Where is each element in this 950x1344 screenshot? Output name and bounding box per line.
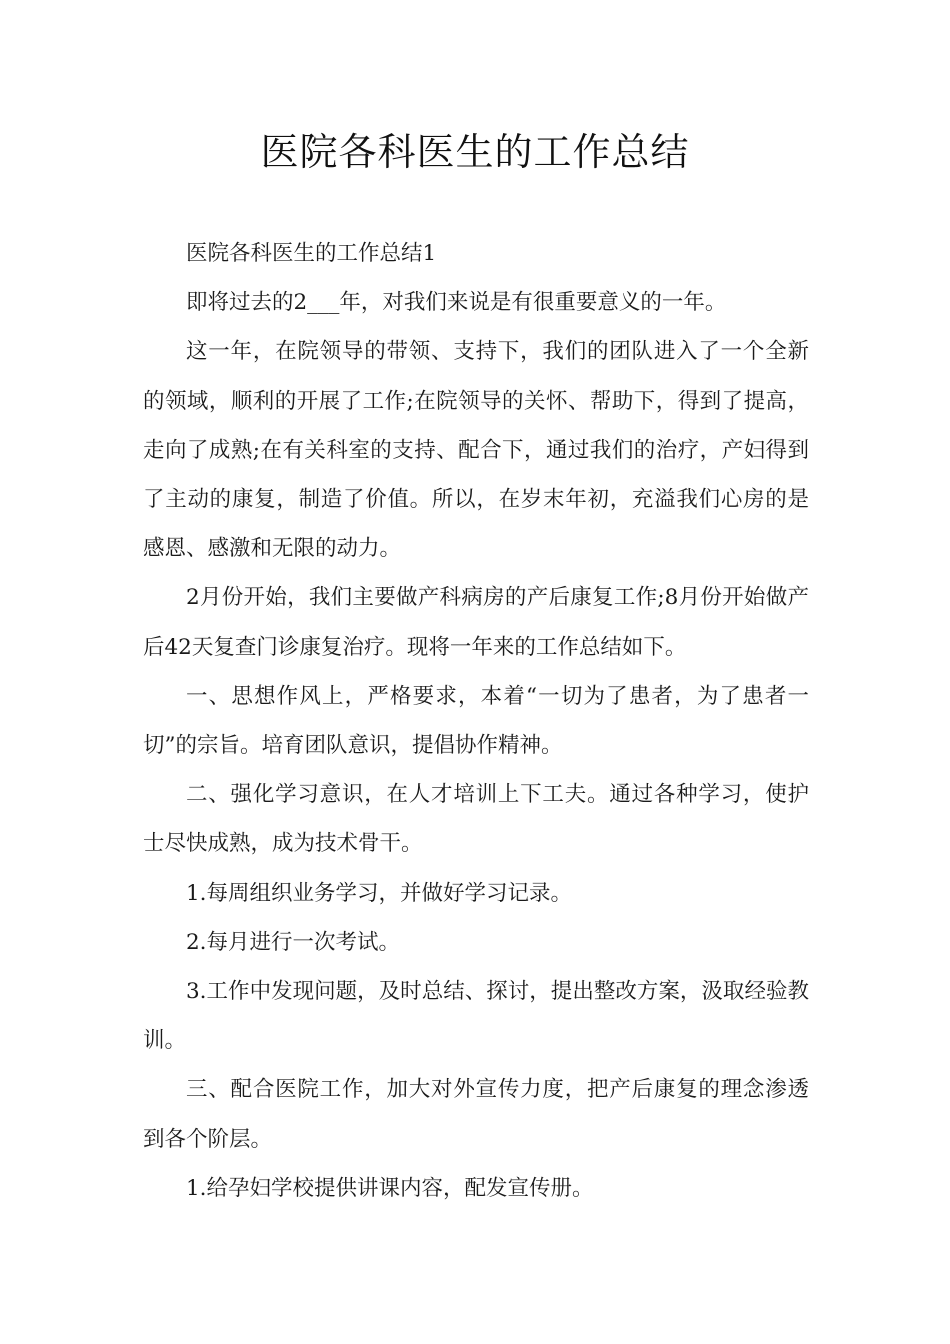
paragraph-point-1: 一、思想作风上，严格要求，本着“一切为了患者，为了患者一切”的宗旨。培育团队意识，提倡协作精神。 xyxy=(143,683,809,759)
document-body xyxy=(143,229,809,1213)
document-title: 医院各科医生的工作总结 xyxy=(260,130,690,174)
paragraph-intro: 即将过去的2___年，对我们来说是有很重要意义的一年。 xyxy=(186,290,727,316)
paragraph-point-2: 二、强化学习意识，在人才培训上下工夫。通过各种学习，使护士尽快成熟，成为技术骨干。 xyxy=(143,782,809,857)
list-item-prenatal-school: 1.给孕妇学校提供讲课内容，配发宣传册。 xyxy=(186,1175,594,1201)
list-item-problem-review: 3.工作中发现问题，及时总结、探讨，提出整改方案，汲取经验教训。 xyxy=(143,979,809,1054)
list-item-monthly-exam: 2.每月进行一次考试。 xyxy=(186,929,401,955)
paragraph-work-scope: 2月份开始，我们主要做产科病房的产后康复工作;8月份开始做产后42天复查门诊康复治疗。现将一年来的工作总结如下。 xyxy=(143,585,809,660)
section-heading: 医院各科医生的工作总结1 xyxy=(186,241,437,266)
list-item-weekly-study: 1.每周组织业务学习，并做好学习记录。 xyxy=(186,880,573,906)
paragraph-year-review: 这一年，在院领导的带领、支持下，我们的团队进入了一个全新的领域，顺利的开展了工作;在院领导的关怀、帮助下，得到了提高，走向了成熟;在有关科室的支持、配合下，通过我们的治疗，产妇得到了主动的康复，制造了价值。所以，在岁末年初，充溢我们心房的是感恩、感激和无限的动力。 xyxy=(143,339,809,562)
paragraph-point-3: 三、配合医院工作，加大对外宣传力度，把产后康复的理念渗透到各个阶层。 xyxy=(143,1077,809,1152)
